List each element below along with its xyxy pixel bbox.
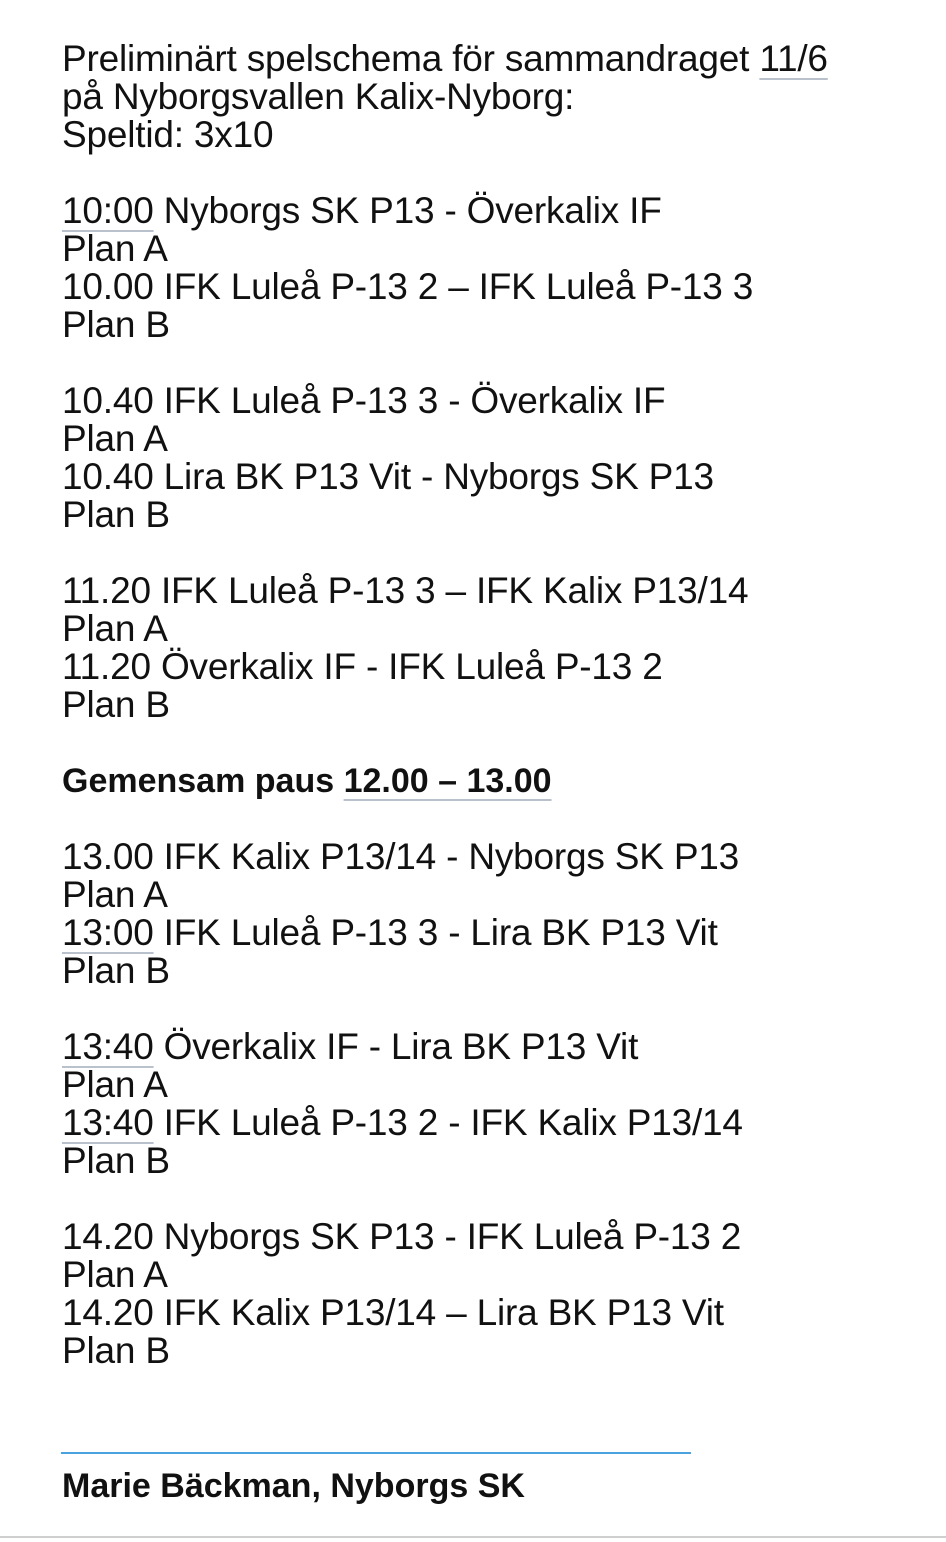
intro: [62, 40, 922, 154]
match-plan: Plan A: [62, 1254, 168, 1295]
pause-label: Gemensam paus: [62, 762, 344, 800]
match-plan: Plan A: [62, 1064, 168, 1105]
match-time: 10.40: [62, 456, 154, 497]
match-line: [62, 572, 922, 610]
match-teams: IFK Kalix P13/14 – Lira BK P13 Vit: [153, 1292, 724, 1333]
match-time: 13.00: [62, 836, 154, 877]
match-line: [62, 1028, 922, 1066]
signature: Marie Bäckman, Nyborgs SK: [62, 1467, 525, 1505]
match-plan: Plan B: [62, 304, 170, 345]
match-plan: Plan A: [62, 418, 168, 459]
intro-playtime-line: Speltid: 3x10: [62, 114, 274, 155]
match-plan: Plan A: [62, 874, 168, 915]
match-line: [62, 1218, 922, 1256]
match-block: [62, 1028, 922, 1180]
intro-venue-line: på Nyborgsvallen Kalix-Nyborg:: [62, 76, 575, 117]
match-plan: Plan B: [62, 494, 170, 535]
match-line: [62, 1104, 922, 1142]
match-teams: IFK Luleå P-13 3 – IFK Kalix P13/14: [150, 570, 749, 611]
intro-title-line: [62, 40, 922, 78]
signature-divider: [61, 1452, 691, 1454]
match-teams: Lira BK P13 Vit - Nyborgs SK P13: [153, 456, 714, 497]
match-line: [62, 268, 922, 306]
match-time-link[interactable]: 13:40: [62, 1102, 154, 1143]
match-time: 10.00: [62, 266, 154, 307]
intro-title-text: Preliminärt spelschema för sammandraget: [62, 38, 760, 79]
match-time-link[interactable]: 10:00: [62, 190, 154, 231]
match-time: 11.20: [62, 646, 151, 687]
match-line: [62, 192, 922, 230]
match-block: [62, 192, 922, 344]
match-block: [62, 382, 922, 534]
match-plan: Plan B: [62, 950, 170, 991]
lunch-pause: [62, 762, 922, 800]
match-teams: Nyborgs SK P13 - IFK Luleå P-13 2: [153, 1216, 742, 1257]
match-line: [62, 838, 922, 876]
schedule-document: [62, 40, 922, 1408]
match-teams: IFK Luleå P-13 2 – IFK Luleå P-13 3: [153, 266, 754, 307]
match-time-link[interactable]: 13:40: [62, 1026, 154, 1067]
match-plan: Plan B: [62, 1330, 170, 1371]
match-time: 14.20: [62, 1292, 154, 1333]
match-teams: Överkalix IF - IFK Luleå P-13 2: [150, 646, 663, 687]
match-teams: Överkalix IF - Lira BK P13 Vit: [153, 1026, 639, 1067]
match-block: [62, 1218, 922, 1370]
match-teams: Nyborgs SK P13 - Överkalix IF: [153, 190, 662, 231]
match-teams: IFK Luleå P-13 3 - Lira BK P13 Vit: [153, 912, 718, 953]
match-time: 14.20: [62, 1216, 154, 1257]
match-teams: IFK Luleå P-13 3 - Överkalix IF: [153, 380, 666, 421]
match-block: [62, 572, 922, 724]
intro-date-link[interactable]: 11/6: [759, 38, 828, 79]
match-plan: Plan B: [62, 684, 170, 725]
pause-time-link[interactable]: 12.00 – 13.00: [343, 762, 552, 800]
match-line: [62, 458, 922, 496]
match-time-link[interactable]: 13:00: [62, 912, 154, 953]
bottom-border: [0, 1536, 946, 1538]
match-line: [62, 1294, 922, 1332]
match-plan: Plan B: [62, 1140, 170, 1181]
match-time: 11.20: [62, 570, 151, 611]
match-line: [62, 382, 922, 420]
match-plan: Plan A: [62, 608, 168, 649]
match-line: [62, 648, 922, 686]
match-plan: Plan A: [62, 228, 168, 269]
match-teams: IFK Luleå P-13 2 - IFK Kalix P13/14: [153, 1102, 743, 1143]
match-block: [62, 838, 922, 990]
match-teams: IFK Kalix P13/14 - Nyborgs SK P13: [153, 836, 740, 877]
match-time: 10.40: [62, 380, 154, 421]
match-line: [62, 914, 922, 952]
